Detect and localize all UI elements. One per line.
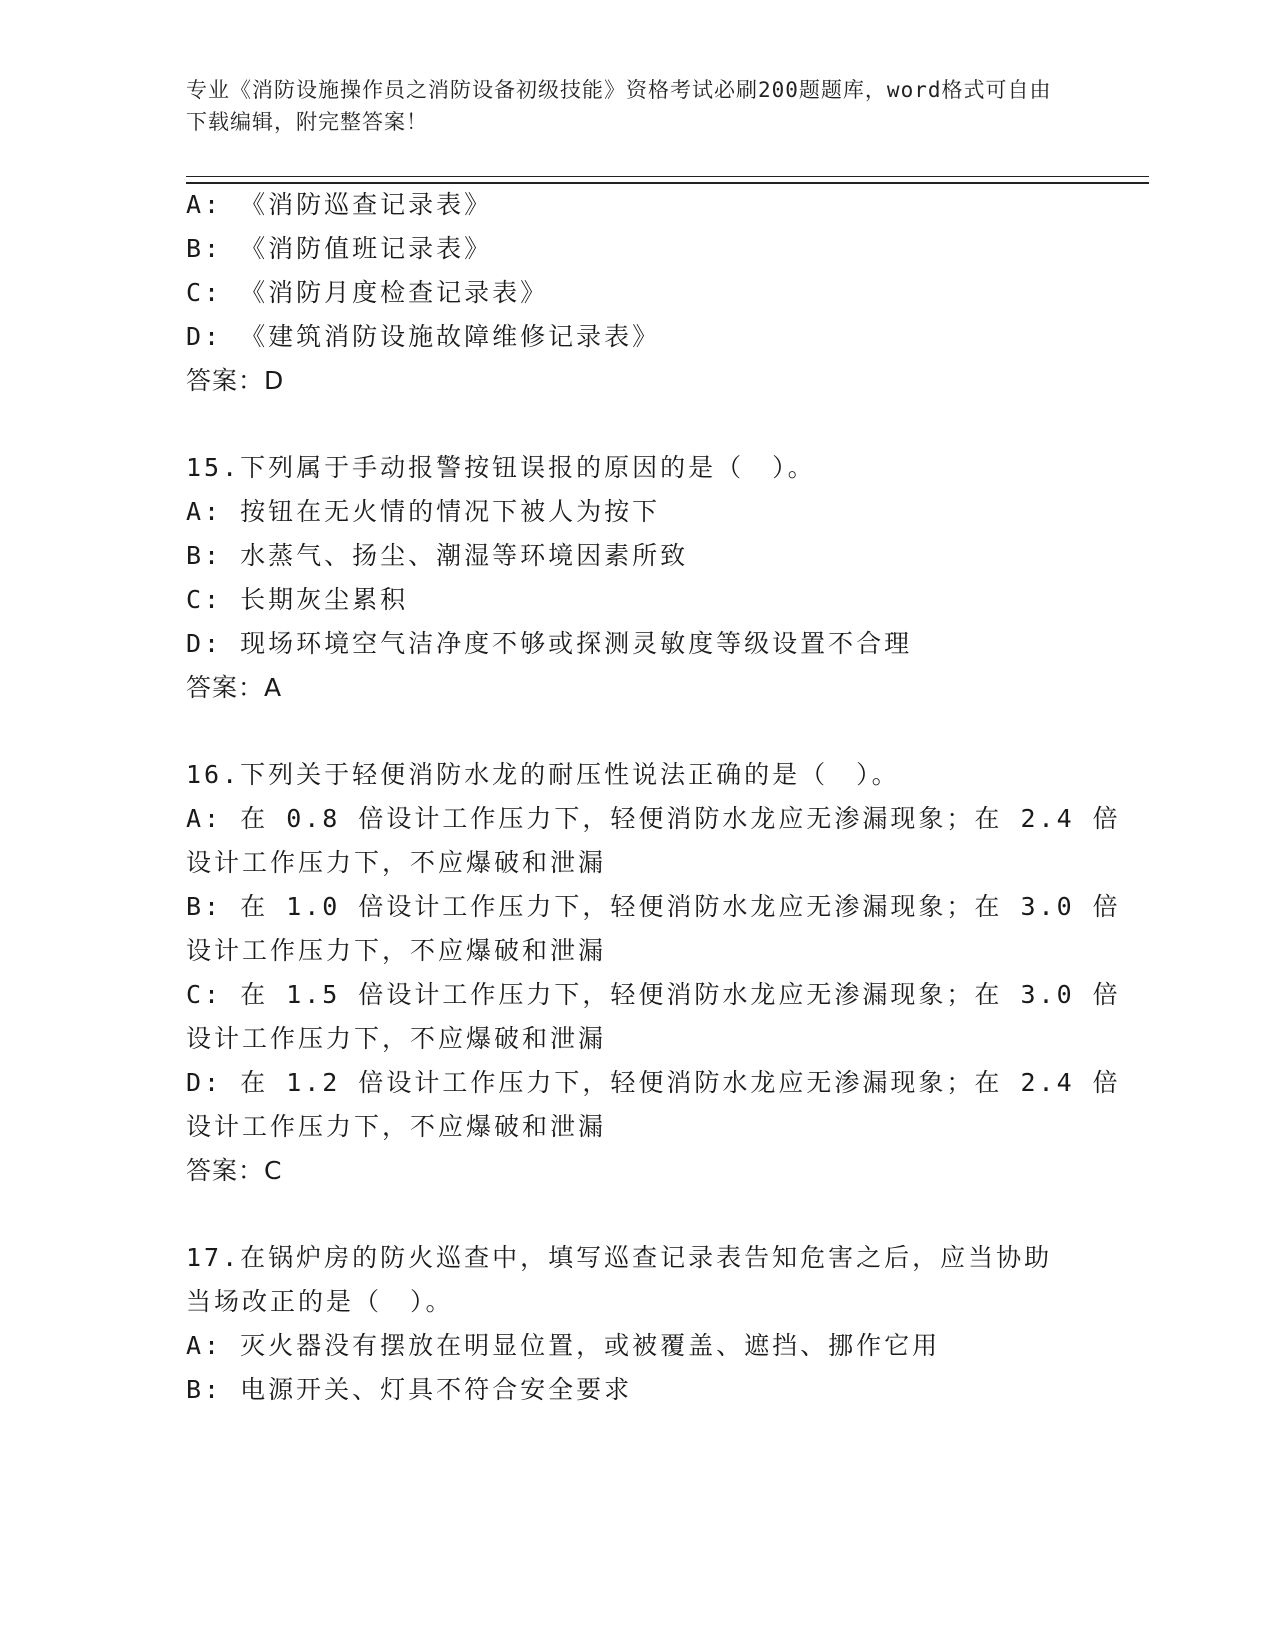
q16-option-a-line1: A: 在 0.8 倍设计工作压力下，轻便消防水龙应无渗漏现象；在 2.4 倍 [186, 804, 1121, 833]
q16-option-c-line1: C: 在 1.5 倍设计工作压力下，轻便消防水龙应无渗漏现象；在 3.0 倍 [186, 980, 1121, 1009]
q15-option-a: A: 按钮在无火情的情况下被人为按下 [186, 497, 661, 526]
header-divider-thick [186, 182, 1149, 184]
q16-option-d-line2: 设计工作压力下，不应爆破和泄漏 [186, 1112, 607, 1141]
document-header: 专业《消防设施操作员之消防设备初级技能》资格考试必刷200题题库，word格式可自由下载编辑，附完整答案！ [186, 78, 1052, 134]
q15-option-b: B: 水蒸气、扬尘、潮湿等环境因素所致 [186, 541, 689, 570]
q14-option-b: B: 《消防值班记录表》 [186, 234, 493, 263]
q15-question: 15.下列属于手动报警按钮误报的原因的是（ ）。 [186, 453, 816, 482]
q14-option-c: C: 《消防月度检查记录表》 [186, 278, 549, 307]
q15-answer: 答案：A [186, 673, 283, 702]
q16-option-c-line2: 设计工作压力下，不应爆破和泄漏 [186, 1024, 607, 1053]
q14-option-d: D: 《建筑消防设施故障维修记录表》 [186, 322, 661, 351]
q17-option-a: A: 灭火器没有摆放在明显位置，或被覆盖、遮挡、挪作它用 [186, 1331, 941, 1360]
q14-answer: 答案：D [186, 366, 285, 395]
q17-option-b: B: 电源开关、灯具不符合安全要求 [186, 1375, 633, 1404]
q15-option-c: C: 长期灰尘累积 [186, 585, 409, 614]
q17-question-line1: 17.在锅炉房的防火巡查中，填写巡查记录表告知危害之后，应当协助 [186, 1243, 1053, 1272]
q14-option-a: A: 《消防巡查记录表》 [186, 190, 493, 219]
q16-option-b-line2: 设计工作压力下，不应爆破和泄漏 [186, 936, 607, 965]
q16-option-a-line2: 设计工作压力下，不应爆破和泄漏 [186, 848, 607, 877]
header-divider-thin [186, 176, 1149, 177]
q16-option-b-line1: B: 在 1.0 倍设计工作压力下，轻便消防水龙应无渗漏现象；在 3.0 倍 [186, 892, 1121, 921]
q16-answer: 答案：C [186, 1156, 283, 1185]
q15-option-d: D: 现场环境空气洁净度不够或探测灵敏度等级设置不合理 [186, 629, 913, 658]
q16-option-d-line1: D: 在 1.2 倍设计工作压力下，轻便消防水龙应无渗漏现象；在 2.4 倍 [186, 1068, 1121, 1097]
q17-question-line2: 当场改正的是（ ）。 [186, 1287, 454, 1316]
q16-question: 16.下列关于轻便消防水龙的耐压性说法正确的是（ ）。 [186, 760, 900, 789]
